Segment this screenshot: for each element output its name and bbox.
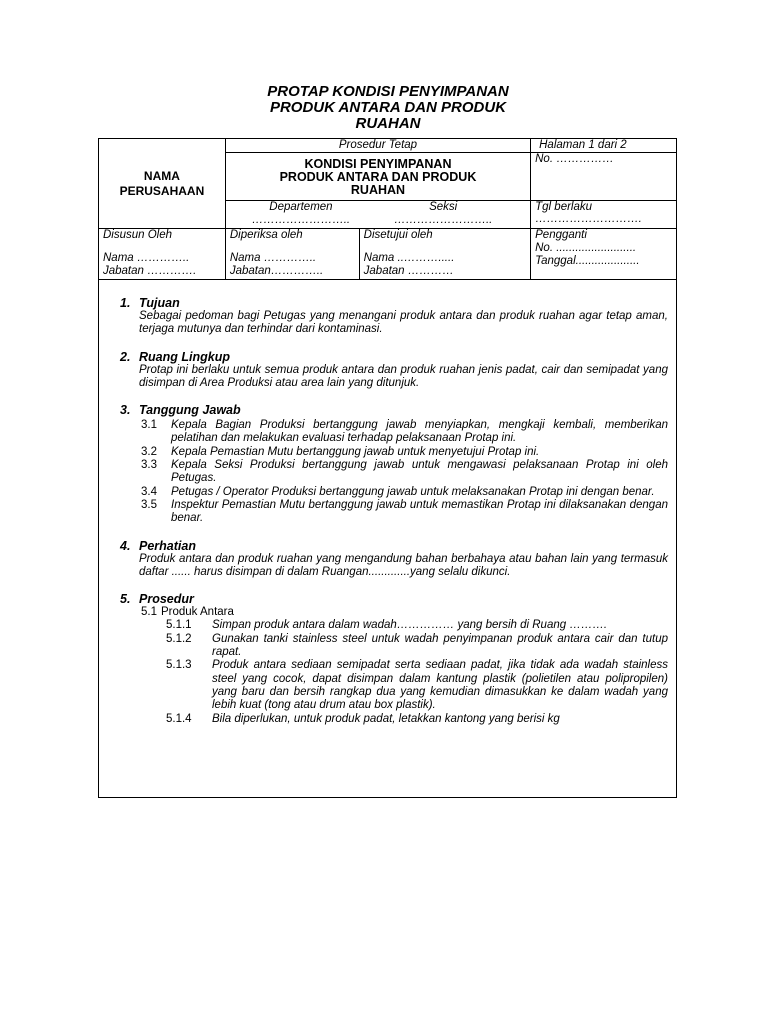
item-text: Kepala Seksi Produksi bertanggung jawab untuk mengawasi pelaksanaan Protap ini oleh Petugas. (171, 459, 668, 485)
list-item (141, 419, 668, 446)
company-name-cell (99, 139, 226, 229)
section-number: 3. (120, 403, 131, 418)
effective-date-label: Tgl berlaku (535, 201, 593, 213)
item-number: 3.5 (141, 498, 157, 511)
replacement-date: Tanggal.................... (535, 255, 640, 267)
approved-by-label: Disetujui oleh (363, 229, 433, 241)
item-number: 5.1.2 (166, 632, 192, 645)
checked-by-name: Nama ………….. (229, 252, 317, 264)
procedure-title-line-2: PRODUK ANTARA DAN PRODUK (279, 170, 477, 184)
section-heading-tanggung-jawab (120, 403, 668, 417)
item-text: Gunakan tanki stainless steel untuk wadah penyimpanan produk antara cair dan tutup rapat. (212, 632, 668, 659)
approved-by-cell (359, 229, 530, 280)
section-title: Tanggung Jawab (139, 403, 241, 418)
company-name-line-2: PERUSAHAAN (119, 183, 205, 198)
checked-by-position: Jabatan………….. (229, 265, 324, 277)
document-body (108, 296, 668, 726)
page-number-cell: Halaman 1 dari 2 (531, 139, 677, 153)
prepared-by-position: Jabatan …………. (103, 265, 197, 277)
section-number: 2. (120, 349, 131, 364)
title-line-1: PROTAP KONDISI PENYIMPANAN (267, 83, 509, 100)
section-heading-tujuan (120, 296, 668, 310)
company-name-line-1: NAMA (143, 168, 180, 183)
prepared-by-cell (99, 229, 226, 280)
item-text: Kepala Bagian Produksi bertanggung jawab menyiapkan, mengkaji kembali, memberikan pelatihan dan melakukan evaluasi terhadap pelaksanaan Protap ini. (171, 419, 668, 445)
section-number: 5. (120, 592, 131, 607)
list-item (141, 446, 668, 459)
header-table (98, 138, 677, 280)
section-text-ruang-lingkup: Protap ini berlaku untuk semua produk antara dan produk ruahan jenis padat, cair dan semipadat yang disimpan di Area Produksi atau area lain yang ditunjuk. (139, 363, 668, 389)
item-number: 5.1.1 (166, 619, 192, 632)
section-title: Prosedur (139, 592, 194, 607)
section-value: …………………….. (393, 214, 493, 226)
section-title: Tujuan (139, 296, 180, 310)
list-item (166, 713, 668, 726)
effective-date-value: ………………………. (535, 213, 642, 225)
subsection-title: Produk Antara (161, 606, 234, 619)
subsection-number: 5.1 (141, 606, 157, 619)
item-text: Produk antara sediaan semipadat serta sediaan padat, jika tidak ada wadah stainless steel yang cocok, dapat disimpan dalam kantung plastik (polietilen atau polipropilen) yang baru dan bersih rangkap dua yang kemudian dimasukkan ke dalam wadah yang lebih kuat (tong atau drum atau box plastik). (212, 659, 668, 712)
section-heading-prosedur (120, 592, 668, 606)
procedure-title-line-3: RUAHAN (350, 183, 406, 197)
department-field (230, 201, 372, 227)
replacement-cell (531, 229, 677, 280)
list-item (166, 633, 668, 660)
prepared-by-name: Nama ………….. (103, 252, 190, 264)
item-text: Inspektur Pemastian Mutu bertanggung jawab untuk memastikan Protap ini dilaksanakan dengan benar. (171, 498, 668, 525)
section-heading-perhatian (120, 539, 668, 553)
subsection-heading-produk-antara (141, 606, 668, 619)
procedure-title-line-1: KONDISI PENYIMPANAN (304, 157, 452, 171)
checked-by-cell (225, 229, 359, 280)
procedure-title-cell (225, 153, 530, 201)
responsibility-list (108, 419, 668, 525)
effective-date-cell (531, 201, 677, 229)
title-line-2: PRODUK ANTARA DAN PRODUK (269, 99, 507, 116)
item-number: 3.2 (141, 445, 157, 458)
section-heading-ruang-lingkup (120, 350, 668, 364)
item-text: Simpan produk antara dalam wadah…………… yang bersih di Ruang ………. (212, 619, 608, 632)
item-text: Bila diperlukan, untuk produk padat, letakkan kantong yang berisi kg (212, 712, 560, 725)
section-text-tujuan: Sebagai pedoman bagi Petugas yang menangani produk antara dan produk ruahan agar tetap aman, terjaga mutunya dan terhindar dari kontaminasi. (139, 310, 668, 336)
checked-by-label: Diperiksa oleh (229, 229, 303, 241)
department-value: …………………….. (251, 214, 351, 226)
item-text: Petugas / Operator Produksi bertanggung jawab untuk melaksanakan Protap ini dengan benar. (171, 485, 655, 498)
approved-by-name: Nama ..………..... (363, 252, 455, 264)
section-number: 1. (120, 296, 131, 310)
document-number-cell: No. …………… (531, 153, 677, 201)
document-title (98, 84, 678, 132)
approved-by-position: Jabatan ………… (363, 265, 454, 277)
section-field (372, 201, 514, 227)
replacement-number: No. ......................... (535, 242, 637, 254)
item-number: 3.1 (141, 419, 157, 432)
list-item (166, 659, 668, 712)
item-number: 5.1.3 (166, 659, 192, 672)
procedure-type-cell: Prosedur Tetap (225, 139, 530, 153)
department-section-cell (225, 201, 530, 229)
procedure-list (108, 619, 668, 725)
prepared-by-label: Disusun Oleh (103, 229, 173, 241)
list-item (141, 459, 668, 486)
list-item (166, 619, 668, 632)
section-number: 4. (120, 538, 131, 553)
title-line-3: RUAHAN (355, 115, 421, 132)
item-number: 5.1.4 (166, 712, 192, 725)
item-text: Kepala Pemastian Mutu bertanggung jawab untuk menyetujui Protap ini. (171, 445, 540, 458)
section-text-perhatian: Produk antara dan produk ruahan yang mengandung bahan berbahaya atau bahan lain yang termasuk daftar ...... harus disimpan di dalam Ruangan.............yang selalu dikunci. (139, 552, 668, 578)
replacement-label: Pengganti (535, 229, 587, 241)
section-label: Seksi (429, 201, 458, 213)
item-number: 3.3 (141, 459, 157, 472)
item-number: 3.4 (141, 485, 157, 498)
section-title: Ruang Lingkup (139, 349, 230, 364)
list-item (141, 499, 668, 526)
list-item (141, 486, 668, 499)
section-title: Perhatian (139, 538, 196, 553)
department-label: Departemen (269, 201, 333, 213)
